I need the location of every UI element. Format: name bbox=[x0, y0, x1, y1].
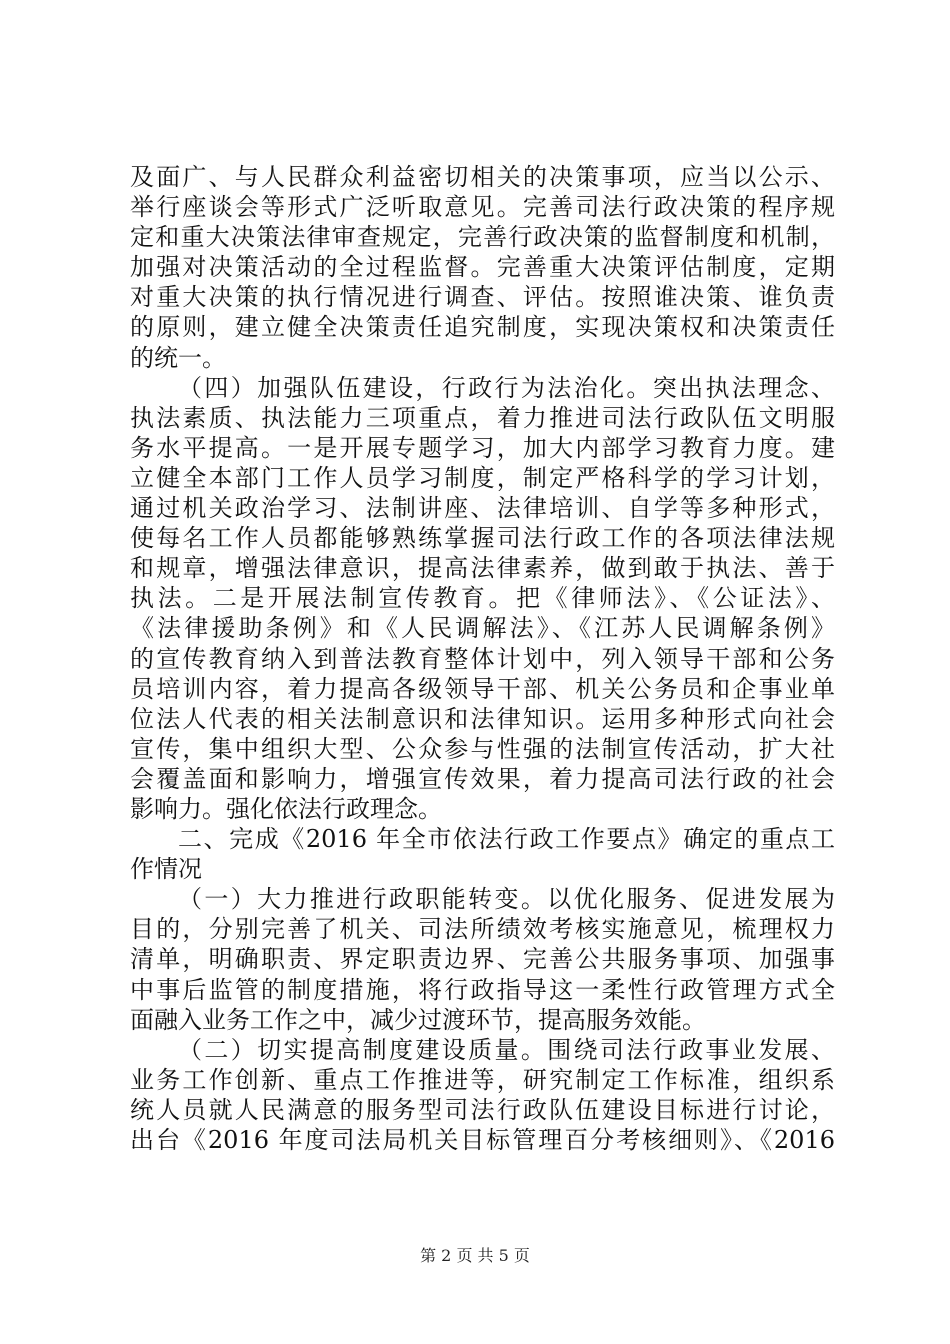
page-number-footer: 第 2 页 共 5 页 bbox=[420, 1246, 530, 1265]
text-line: 目的，分别完善了机关、司法所绩效考核实施意见，梳理权力 bbox=[130, 915, 835, 944]
section-heading-line: （二）切实提高制度建设质量。围绕司法行政事业发展、 bbox=[178, 1035, 835, 1064]
text-line: 宣传，集中组织大型、公众参与性强的法制宣传活动，扩大社 bbox=[130, 734, 835, 763]
text-line: 面融入业务工作之中，减少过渡环节，提高服务效能。 bbox=[130, 1005, 706, 1034]
text-line: 业务工作创新、重点工作推进等，研究制定工作标准，组织系 bbox=[130, 1065, 835, 1094]
text-line: 及面广、与人民群众利益密切相关的决策事项，应当以公示、 bbox=[130, 163, 835, 191]
text-line: 执法素质、执法能力三项重点，着力推进司法行政队伍文明服 bbox=[130, 403, 835, 432]
text-line: 对重大决策的执行情况进行调查、评估。按照谁决策、谁负责 bbox=[130, 283, 835, 312]
text-line: 执法。二是开展法制宣传教育。把《律师法》、《公证法》、 bbox=[130, 584, 835, 613]
text-line: 统人员就人民满意的服务型司法行政队伍建设目标进行讨论， bbox=[130, 1095, 835, 1124]
text-line: 员培训内容，着力提高各级领导干部、机关公务员和企事业单 bbox=[130, 674, 835, 703]
text-line: 立健全本部门工作人员学习制度，制定严格科学的学习计划， bbox=[130, 463, 835, 492]
document-body bbox=[130, 162, 835, 1155]
text-line: 和规章，增强法律意识，提高法律素养，做到敢于执法、善于 bbox=[130, 554, 835, 583]
text-line: 位法人代表的相关法制意识和法律知识。运用多种形式向社会 bbox=[130, 704, 835, 733]
section-heading-line: （四）加强队伍建设，行政行为法治化。突出执法理念、 bbox=[178, 373, 835, 402]
text-line: 影响力。强化依法行政理念。 bbox=[130, 794, 442, 823]
text-line: 定和重大决策法律审查规定，完善行政决策的监督制度和机制， bbox=[130, 223, 835, 252]
text-line: 会覆盖面和影响力，增强宣传效果，着力提高司法行政的社会 bbox=[130, 764, 835, 793]
text-line: 的统一。 bbox=[130, 343, 226, 372]
text-line: 的原则，建立健全决策责任追究制度，实现决策权和决策责任 bbox=[130, 313, 835, 342]
text-line: 中事后监管的制度措施，将行政指导这一柔性行政管理方式全 bbox=[130, 975, 835, 1004]
text-line: 清单，明确职责、界定职责边界、完善公共服务事项、加强事 bbox=[130, 945, 835, 974]
section-heading-line: （一）大力推进行政职能转变。以优化服务、促进发展为 bbox=[178, 885, 835, 914]
text-line: 《法律援助条例》和《人民调解法》、《江苏人民调解条例》 bbox=[130, 614, 835, 643]
text-line: 使每名工作人员都能够熟练掌握司法行政工作的各项法律法规 bbox=[130, 524, 835, 553]
text-line: 加强对决策活动的全过程监督。完善重大决策评估制度，定期 bbox=[130, 253, 835, 282]
text-line: 出台《2016 年度司法局机关目标管理百分考核细则》、《2016 bbox=[130, 1126, 835, 1154]
text-line: 举行座谈会等形式广泛听取意见。完善司法行政决策的程序规 bbox=[130, 193, 835, 222]
text-line: 务水平提高。一是开展专题学习，加大内部学习教育力度。建 bbox=[130, 433, 835, 462]
text-line: 通过机关政治学习、法制讲座、法律培训、自学等多种形式， bbox=[130, 494, 835, 523]
text-line: 作情况 bbox=[130, 855, 202, 884]
section-heading-line: 二、完成《2016 年全市依法行政工作要点》确定的重点工 bbox=[178, 825, 835, 854]
text-line: 的宣传教育纳入到普法教育整体计划中，列入领导干部和公务 bbox=[130, 644, 835, 673]
